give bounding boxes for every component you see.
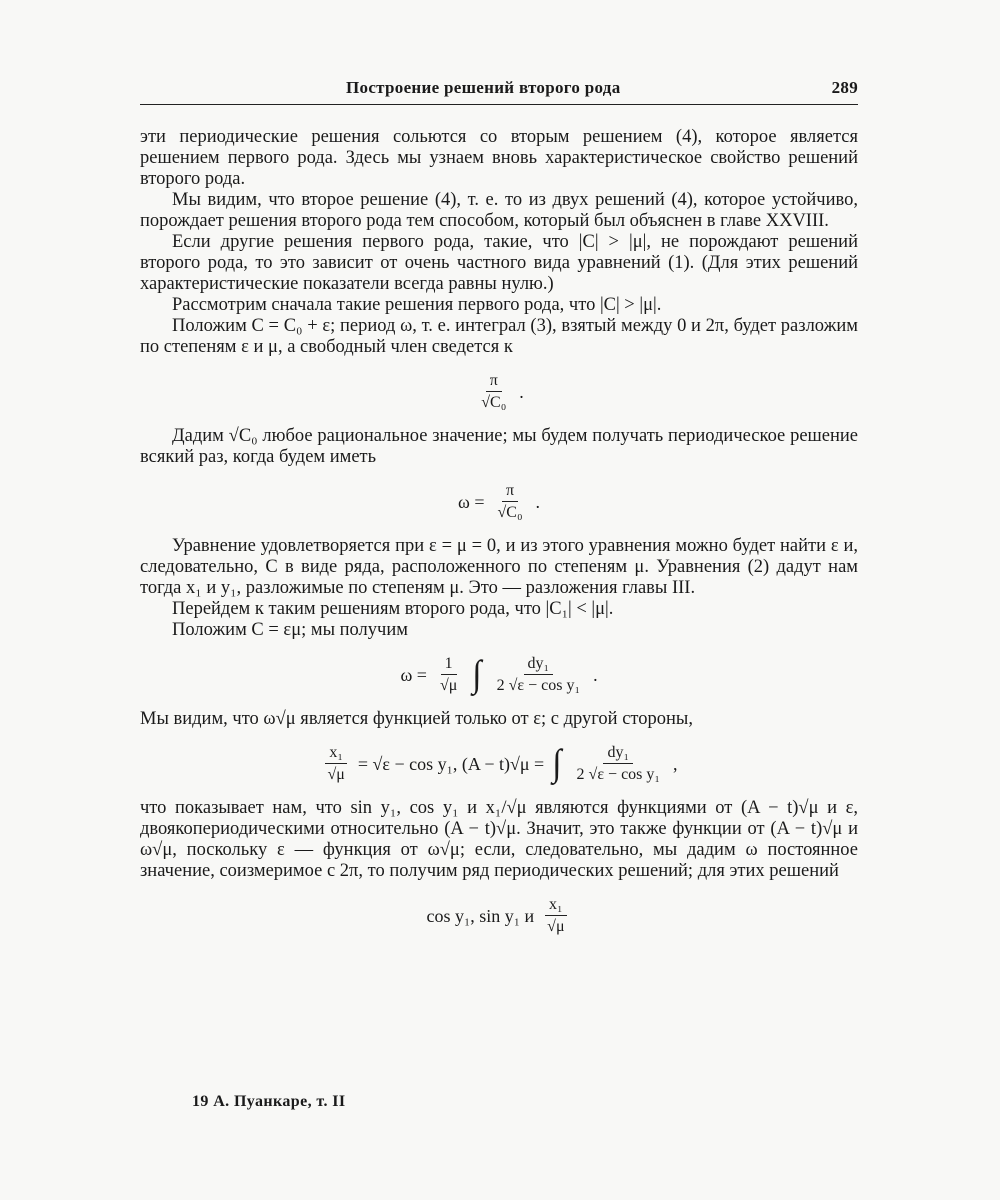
running-header bbox=[140, 78, 858, 105]
paragraph: Дадим √C₀ любое рациональное значение; мы будем получать периодическое решение всякий раз, когда будем иметь bbox=[140, 426, 858, 467]
denominator: 2 √ε − cos y₁ bbox=[576, 766, 660, 783]
equation-1 bbox=[140, 372, 858, 412]
equation-tail: . bbox=[519, 381, 524, 402]
equation-lhs: ω = bbox=[400, 664, 427, 685]
numerator: x₁ bbox=[325, 744, 347, 764]
running-title: Построение решений второго рода bbox=[346, 78, 621, 97]
numerator: dy₁ bbox=[603, 744, 633, 764]
signature-footer: 19 А. Пуанкаре, т. II bbox=[192, 1093, 346, 1110]
paragraph: эти периодические решения сольются со вторым решением (4), которое является решением первого рода. Здесь мы узнаем вновь характеристическое свойство решений второго рода. bbox=[140, 127, 858, 189]
numerator: π bbox=[486, 372, 502, 392]
fraction bbox=[324, 744, 349, 784]
denominator: 2 √ε − cos y₁ bbox=[496, 677, 581, 694]
integral-sign: ∫ bbox=[552, 743, 562, 784]
equation-5 bbox=[140, 896, 858, 936]
integral-sign: ∫ bbox=[472, 654, 482, 695]
paragraph: Рассмотрим сначала такие решения первого рода, что |C| > |μ|. bbox=[172, 295, 662, 315]
body-text bbox=[140, 127, 858, 936]
equation-lhs: ω = bbox=[457, 491, 485, 512]
numerator: π bbox=[502, 482, 518, 502]
equation-tail: , bbox=[672, 753, 678, 774]
page-number: 289 bbox=[831, 78, 858, 97]
paragraph: Уравнение удовлетворяется при ε = μ = 0, и из этого уравнения можно будет найти ε и, следовательно, C в виде ряда, расположенного по степеням μ. Уравнения (2) дадут нам тогда x₁ и y₁, разложимые по степеням μ. Это — разложения главы III. bbox=[140, 536, 858, 598]
denominator: √μ bbox=[327, 766, 345, 783]
paragraph: Перейдем к таким решениям второго рода, что |C₁| < |μ|. bbox=[172, 599, 614, 619]
equation-3 bbox=[140, 655, 858, 695]
fraction bbox=[543, 896, 568, 936]
numerator: dy₁ bbox=[524, 655, 554, 675]
equation-tail: . bbox=[593, 664, 598, 685]
fraction bbox=[493, 482, 526, 522]
fraction bbox=[573, 744, 664, 784]
paragraph: Положим C = εμ; мы получим bbox=[172, 620, 408, 640]
denominator: √C₀ bbox=[481, 394, 507, 411]
paragraph: Мы видим, что ω√μ является функцией только от ε; с другой стороны, bbox=[140, 709, 693, 729]
equation-2 bbox=[140, 482, 858, 522]
paragraph: Если другие решения первого рода, такие, что |C| > |μ|, не порождают решений второго рода, то это зависит от очень частного вида уравнений (1). (Для этих решений характеристические показатели всегда равны нулю.) bbox=[140, 232, 858, 294]
equation-tail: . bbox=[535, 491, 541, 512]
equation-4 bbox=[140, 744, 858, 784]
numerator: 1 bbox=[441, 655, 457, 675]
denominator: √C₀ bbox=[497, 504, 523, 521]
numerator: x₁ bbox=[545, 896, 567, 916]
equation-text: cos y₁, sin y₁ и bbox=[426, 905, 535, 926]
page bbox=[140, 78, 858, 950]
equation-middle: = √ε − cos y₁, (A − t)√μ = bbox=[357, 753, 545, 774]
fraction bbox=[436, 655, 461, 695]
paragraph: что показывает нам, что sin y₁, cos y₁ и x₁/√μ являются функциями от (A − t)√μ и ε, двоякопериодическими относительно (A − t)√μ. Значит, это также функции от (A − t)√μ и ω√μ, поскольку ε — функция от ω√μ; если, следовательно, мы дадим ω постоянное значение, соизмеримое с 2π, то получим ряд периодических решений; для этих решений bbox=[140, 798, 858, 881]
paragraph: Мы видим, что второе решение (4), т. е. то из двух решений (4), которое устойчиво, порождает решения второго рода тем способом, который был объяснен в главе XXVIII. bbox=[140, 190, 858, 231]
paragraph: Положим C = C₀ + ε; период ω, т. е. интеграл (3), взятый между 0 и 2π, будет разложим по степеням ε и μ, а свободный член сведется к bbox=[140, 316, 858, 357]
fraction bbox=[477, 372, 510, 412]
denominator: √μ bbox=[439, 677, 458, 694]
fraction bbox=[493, 655, 584, 695]
denominator: √μ bbox=[547, 918, 565, 935]
